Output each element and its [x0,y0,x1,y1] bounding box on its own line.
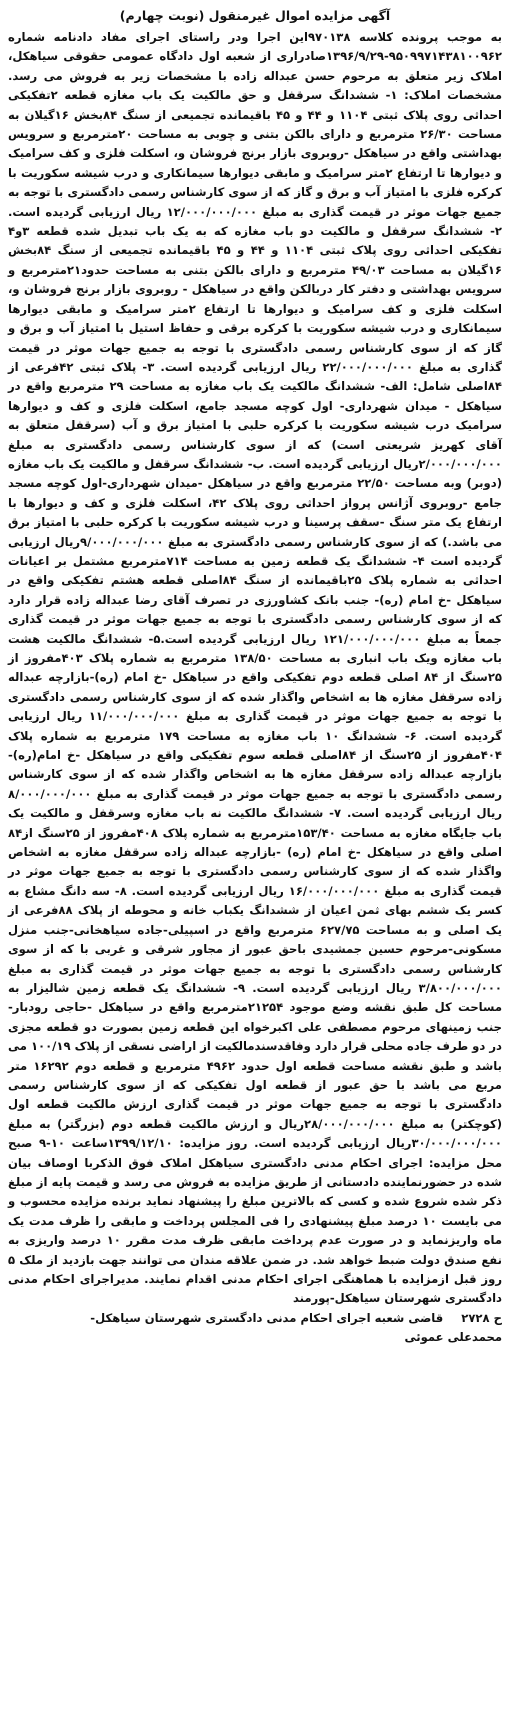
auction-notice [8,6,502,1348]
notice-title: آگهی مزایده اموال غیرمنقول (نوبت چهارم) [119,8,391,23]
notice-issuer: قاضی شعبه اجرای احکام مدنی دادگستری شهرستان سیاهکل- [90,1310,444,1325]
notice-footer [8,1309,502,1328]
notice-body: به موجب پرونده کلاسه ۹۷۰۱۳۸این اجرا ودر راستای اجرای مفاد دادنامه شماره ۹۵۰۹۹۷۱۴۳۸۱۰۰۹۶۲-۱۳۹۶/۹/۲۹صادراری از شعبه اول دادگاه عمومی حقوقی سیاهکل، املاک زیر متعلق به مرحوم حسن عبداله زاده با مشخصات زیر به فروش می رسد. مشخصات املاک: ۱- ششدانگ سرقفل و حق مالکیت یک باب مغازه قطعه ۲تفکیکی احداثی روی پلاک ثبتی ۱۱۰۴ و ۴۴ و ۴۵ باقیمانده تجمیعی از سنگ ۸۴بخش ۱۶گیلان به مساحت ۲۶/۳۰ مترمربع و دارای بالکن بتنی و چوبی به مساحت ۲۰مترمربع و سرویس بهداشتی واقع در سیاهکل -روبروی بازار برنج فروشان و، اسکلت فلزی و کف سرامیک و دیوارها تا ارتفاع ۲متر سرامیک و مابقی دیوارها سیمانکاری و درب شیشه سکوریت با کرکره فلزی با امتیاز آب و برق و گاز که از سوی کارشناس رسمی دادگستری با توجه به جمیع جهات موثر در قیمت گذاری به مبلغ ۱۲/۰۰۰/۰۰۰/۰۰۰ ریال ارزیابی گردیده است. ۲- ششدانگ سرقفل و مالکیت دو باب مغازه که به یک باب تبدیل شده قطعه ۳و۴ تفکیکی احداثی روی پلاک ثبتی ۱۱۰۴ و ۴۴ و ۴۵ باقیمانده تجمیعی از سنگ ۸۴بخش ۱۶گیلان به مساحت ۴۹/۰۳ مترمربع و دارای بالکن بتنی به مساحت حدود۲۱مترمربع و سرویس بهداشتی و دفتر کار دربالکن واقع در سیاهکل - روبروی بازار برنج فروشان و، اسکلت فلزی و کف سرامیک و دیوارها تا ارتفاع ۲متر سرامیک و مابقی دیوارها سیمانکاری و درب شیشه سکوریت با کرکره برقی و حفاظ استیل با امتیاز آب و برق و گاز که از سوی کارشناس رسمی دادگستری با توجه به جمیع جهات موثر در قیمت گذاری به مبلغ ۲۲/۰۰۰/۰۰۰/۰۰۰ ریال ارزیابی گردیده است. ۳- پلاک ثبتی ۴۲فرعی از ۸۴اصلی شامل: الف- ششدانگ مالکیت یک باب مغازه به مساحت ۲۹ مترمربع واقع در سیاهکل - میدان شهرداری- اول کوچه مسجد جامع، اسکلت فلزی و کف و دیوارها سرامیک درب شیشه سکوریت با کرکره حلبی با امتیاز برق و آب (سرقفل متعلق به آقای کهریز شریعتی است) که از سوی کارشناس رسمی دادگستری به مبلغ ۲/۰۰۰/۰۰۰/۰۰۰ریال ارزیابی گردیده است. ب- ششدانگ سرقفل و مالکیت یک باب مغازه (دوبر) وبه مساحت ۲۲/۵۰ مترمربع واقع در سیاهکل -میدان شهرداری-اول کوچه مسجد جامع -روبروی آژانس پرواز احداثی روی پلاک ۴۲، اسکلت فلزی و کف و دیوارها با ارتفاع یک متر سنگ -سقف پرسینا و درب شیشه سکوریت با کرکره حلبی با امتیاز برق می باشد.) که از سوی کارشناس رسمی دادگستری به مبلغ ۹/۰۰۰/۰۰۰/۰۰۰ریال ارزیابی گردیده است ۴- ششدانگ یک قطعه زمین به مساحت ۷۱۴مترمربع مشتمل بر اعیانات احداثی به شماره پلاک ۲۵باقیمانده از سنگ ۸۴اصلی قطعه هشتم تفکیکی واقع در سیاهکل -خ امام (ره)- جنب بانک کشاورزی در تصرف آقای رضا عبداله زاده قرار دارد که از سوی کارشناس رسمی دادگستری با توجه به جمیع جهات موثر در قیمت گذاری جمعاً به مبلغ ۱۲۱/۰۰۰/۰۰۰/۰۰۰ ریال ارزیابی گردیده است.۵- ششدانگ مالکیت هشت باب مغازه ویک باب انباری به مساحت ۱۳۸/۵۰ مترمربع به شماره پلاک ۴۰۳مفروز از ۲۵سنگ از ۸۴ اصلی قطعه دوم تفکیکی واقع در سیاهکل -خ امام (ره)-بازارچه عبداله زاده سرقفل مغازه ها به اشخاص واگذار شده که از سوی کارشناس رسمی دادگستری با توجه به جمیع جهات موثر در قیمت گذاری به مبلغ ۱۱/۰۰۰/۰۰۰/۰۰۰ ریال ارزیابی گردیده است. ۶- ششدانگ ۱۰ باب مغازه به مساحت ۱۷۹ مترمربع به شماره پلاک ۴۰۴مفروز از ۲۵سنگ از ۸۴اصلی قطعه سوم تفکیکی واقع در سیاهکل -خ امام(ره)-بازارچه عبداله زاده سرقفل مغازه ها به اشخاص واگذار شده که از سوی کارشناس رسمی دادگستری با توجه به جمیع جهات موثر در قیمت گذاری به مبلغ ۸/۰۰۰/۰۰۰/۰۰۰ ریال ارزیابی گردیده است. ۷- ششدانگ مالکیت نه باب مغازه وسرقفل و مالکیت یک باب جایگاه مغازه به مساحت ۱۵۳/۴۰مترمربع به شماره پلاک ۴۰۸مفروز از ۲۵سنگ از۸۴ اصلی واقع در سیاهکل -خ امام (ره) -بازارچه عبداله زاده سرقفل مغازه به اشخاص واگذار شده که از سوی کارشناس رسمی دادگستری با توجه به جمیع جهات موثر در قیمت گذاری به مبلغ ۱۶/۰۰۰/۰۰۰/۰۰۰ ریال ارزیابی گردیده است. ۸- سه دانگ مشاع به کسر یک ششم بهای ثمن اعیان از ششدانگ یکباب خانه و محوطه از پلاک ۸۸فرعی از یک اصلی و به مساحت ۶۲۷/۷۵ مترمربع واقع در اسپیلی-جاده سیاهخانی-جنب منزل مسکونی-مرحوم حسین جمشیدی باحق عبور از مجاور شرقی و غربی با که از سوی کارشناس رسمی دادگستری با توجه به جمیع جهات موثر در قیمت گذاری به مبلغ ۳/۸۰۰/۰۰۰/۰۰۰ ریال ارزیابی گردیده است. ۹- ششدانگ یک قطعه زمین شالیزار به مساحت کل طبق نقشه وضع موجود ۲۱۲۵۴مترمربع واقع در سیاهکل -حاجی رودبار-جنب زمینهای مرحوم مصطفی علی اکبرخواه این قطعه زمین بصورت دو قطعه مجزی در دو طرف جاده محلی قرار دارد وفاقدسندمالکیت از اراضی نسقی از پلاک ۱۰۰/۱۹ می باشد و طبق نقشه مساحت قطعه اول حدود ۴۹۶۲ مترمربع و قطعه دوم ۱۶۲۹۲ متر مربع می باشد با حق عبور از قطعه اول تفکیکی که از سوی کارشناس رسمی دادگستری با توجه به جمیع جهات موثر در قیمت گذاری ارزش مالکیت قطعه اول (کوچکتر) به مبلغ ۲۸/۰۰۰/۰۰۰/۰۰۰ریال و ارزش مالکیت قطعه دوم (بزرگتر) به مبلغ ۳۰/۰۰۰/۰۰۰/۰۰۰ریال ارزیابی گردیده است. روز مزایده: ۱۳۹۹/۱۲/۱۰ساعت ۱۰-۹ صبح محل مزایده: اجرای احکام مدنی دادگستری سیاهکل املاک فوق الذکربا اوصاف بیان شده در حضورنماینده دادستانی از طریق مزایده به فروش می رسد و قیمت پایه از مبلغ ذکر شده شروع شده و کسی که بالاترین مبلغ را پیشنهاد نماید برنده مزایده محسوب و می بایست ۱۰ درصد مبلغ پیشنهادی را فی المجلس پرداخت و مابقی را ظرف مدت یک ماه واریزنماید و در صورت عدم پرداخت مابقی ظرف مدت مقرر ۱۰ درصد واریزی به نفع صندق دولت ضبط خواهد شد. در ضمن علاقه مندان می توانند جهت بازدید از ملک ۵ روز قبل ازمزایده با هماهنگی اجرای احکام مدنی اقدام نمایند. مدیراجرای احکام مدنی دادگستری شهرستان سیاهکل-پورمند [8,30,503,1306]
notice-signer: محمدعلی عموئی [404,1330,502,1345]
notice-code: ح ۲۷۲۸ [461,1310,502,1325]
